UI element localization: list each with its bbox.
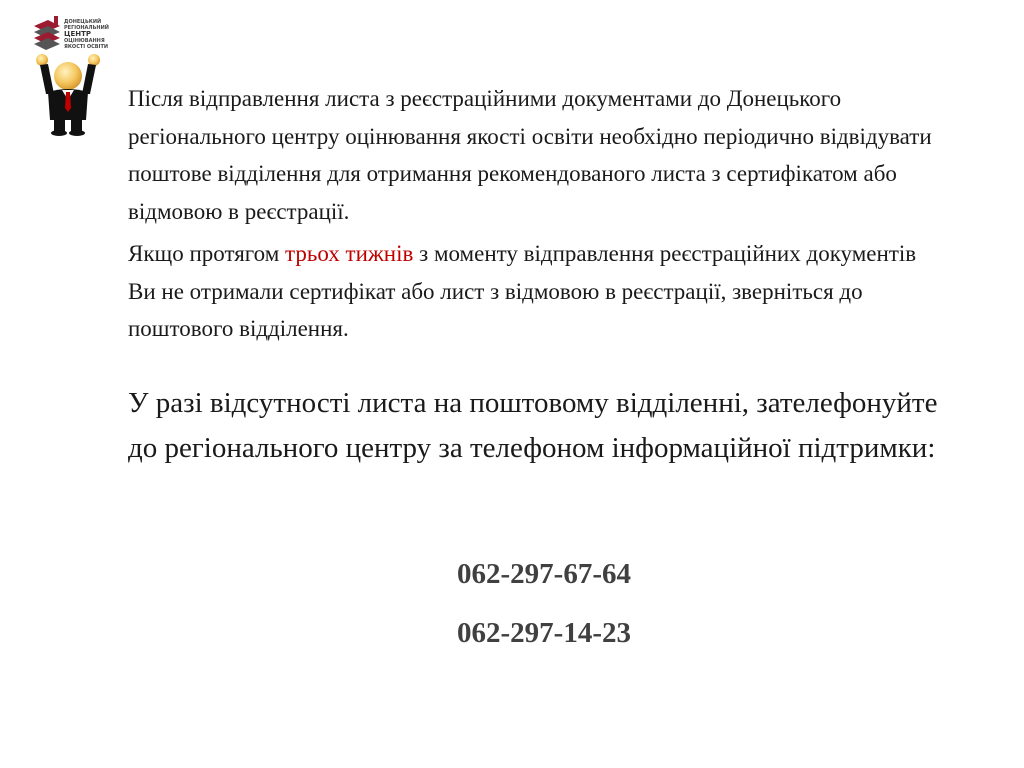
logo-line: ЯКОСТІ ОСВІТИ (64, 44, 109, 50)
phone-number: 062-297-67-64 (457, 558, 631, 590)
logo-line: РЕГІОНАЛЬНИЙ (64, 25, 109, 31)
phone-number: 062-297-14-23 (457, 617, 631, 649)
main-content (128, 80, 948, 471)
paragraph-mail-instructions: Після відправлення листа з реєстраційними документами до Донецького регіонального центру оцінювання якості освіти необхідно періодично відвідувати поштове відділення для отримання рекомендованого листа з сертифікатом або відмовою в реєстрації. (128, 86, 932, 224)
logo-line: ДОНЕЦЬКИЙ (64, 19, 102, 25)
regional-center-logo (30, 14, 110, 54)
highlight-three-weeks: трьох тижнів (285, 241, 414, 266)
logo-line: ЦЕНТР (64, 30, 92, 38)
logo-line: ОЦІНЮВАННЯ (64, 38, 105, 44)
phone-numbers (0, 560, 1024, 678)
paragraph-three-weeks (128, 235, 948, 348)
paragraph-three-weeks-before: Якщо протягом (128, 241, 286, 266)
paragraph-call-support: У разі відсутності листа на поштовому відділенні, зателефонуйте до регіонального центру за телефоном інформаційної підтримки: (128, 386, 938, 464)
businessman-holding-up-sign-icon (32, 50, 110, 136)
paragraph-three-weeks-after: з моменту відправлення реєстраційних документів Ви не отримали сертифікат або лист з відмовою в реєстрації, зверніться до поштового відділення. (128, 241, 917, 341)
